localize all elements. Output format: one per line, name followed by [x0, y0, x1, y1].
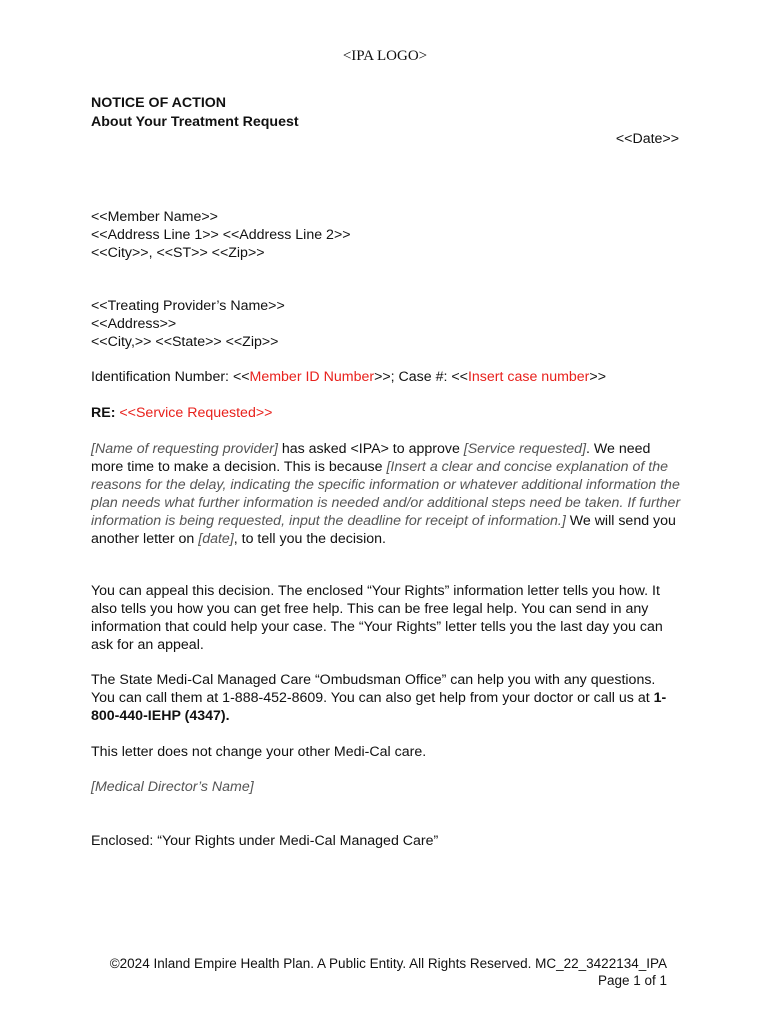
identification-line: [91, 368, 681, 386]
delay-text-2: . We need more time to make a decision. This is because: [91, 441, 651, 475]
date-placeholder: [date]: [198, 531, 234, 547]
appeal-paragraph: You can appeal this decision. The enclosed “Your Rights” information letter tells you how. It also tells you how you can get free help. This can be free legal help. You can send in any information that could help your case. The “Your Rights” letter tells you the last day you can ask for an appeal.: [91, 583, 663, 653]
footer-page-number: Page 1 of 1: [597, 973, 667, 988]
notice-title-line2: About Your Treatment Request: [91, 113, 299, 130]
service-placeholder: [Service requested]: [463, 441, 587, 457]
identification-mid: >>; Case #: <<: [374, 369, 468, 385]
identification-end: >>: [589, 369, 606, 385]
footer-copyright: ©2024 Inland Empire Health Plan. A Public Entity. All Rights Reserved. MC_22_3422134_IPA: [109, 956, 667, 971]
identification-label: Identification Number: <<: [91, 369, 250, 385]
notice-title-line1: NOTICE OF ACTION: [91, 95, 227, 111]
provider-name: <<Treating Provider’s Name>>: [91, 298, 285, 314]
medi-cal-paragraph: This letter does not change your other Medi-Cal care.: [91, 744, 427, 760]
provider-city-state-zip: <<City,>> <<State>> <<Zip>>: [91, 334, 279, 350]
ombudsman-paragraph: [91, 671, 681, 725]
provider-address-block: [91, 297, 681, 351]
page-footer: [91, 955, 667, 989]
delay-text-3: We will send you another letter on: [91, 513, 676, 547]
delay-reason-placeholder: [Insert a clear and concise explanation of the reasons for the delay, indicating the specific information or whatever additional information the plan needs what further information is needed and/or additional steps need be taken. If further information is being requested, input the deadline for receipt of information.]: [91, 459, 681, 529]
service-requested-field: <<Service Requested>>: [119, 405, 273, 421]
member-address-block: [91, 208, 681, 262]
ombudsman-text: The State Medi-Cal Managed Care “Ombudsman Office” can help you with any questions. You can call them at 1-888-452-8609. You can also get help from your doctor or call us at: [91, 672, 656, 706]
delay-text-1: has asked <IPA> to approve: [277, 441, 464, 457]
iehp-phone: 1-800-440-IEHP (4347).: [91, 690, 667, 724]
letter-date: <<Date>>: [615, 131, 679, 147]
ipa-logo-placeholder: <IPA LOGO>: [342, 48, 428, 64]
delay-paragraph: [91, 440, 681, 548]
member-city-state-zip: <<City>>, <<ST>> <<Zip>>: [91, 245, 265, 261]
provider-address: <<Address>>: [91, 316, 177, 332]
re-line: [91, 404, 681, 422]
requesting-provider-placeholder: [Name of requesting provider]: [91, 441, 278, 457]
re-label: RE:: [91, 405, 116, 421]
member-id-field: Member ID Number: [249, 369, 375, 385]
member-address: <<Address Line 1>> <<Address Line 2>>: [91, 227, 351, 243]
member-name: <<Member Name>>: [91, 209, 218, 225]
delay-text-4: , to tell you the decision.: [233, 531, 386, 547]
notice-title: [91, 94, 681, 131]
case-number-field: Insert case number: [467, 369, 590, 385]
medical-director-signature: [Medical Director’s Name]: [91, 779, 254, 795]
enclosed-line: Enclosed: “Your Rights under Medi-Cal Managed Care”: [91, 833, 439, 849]
